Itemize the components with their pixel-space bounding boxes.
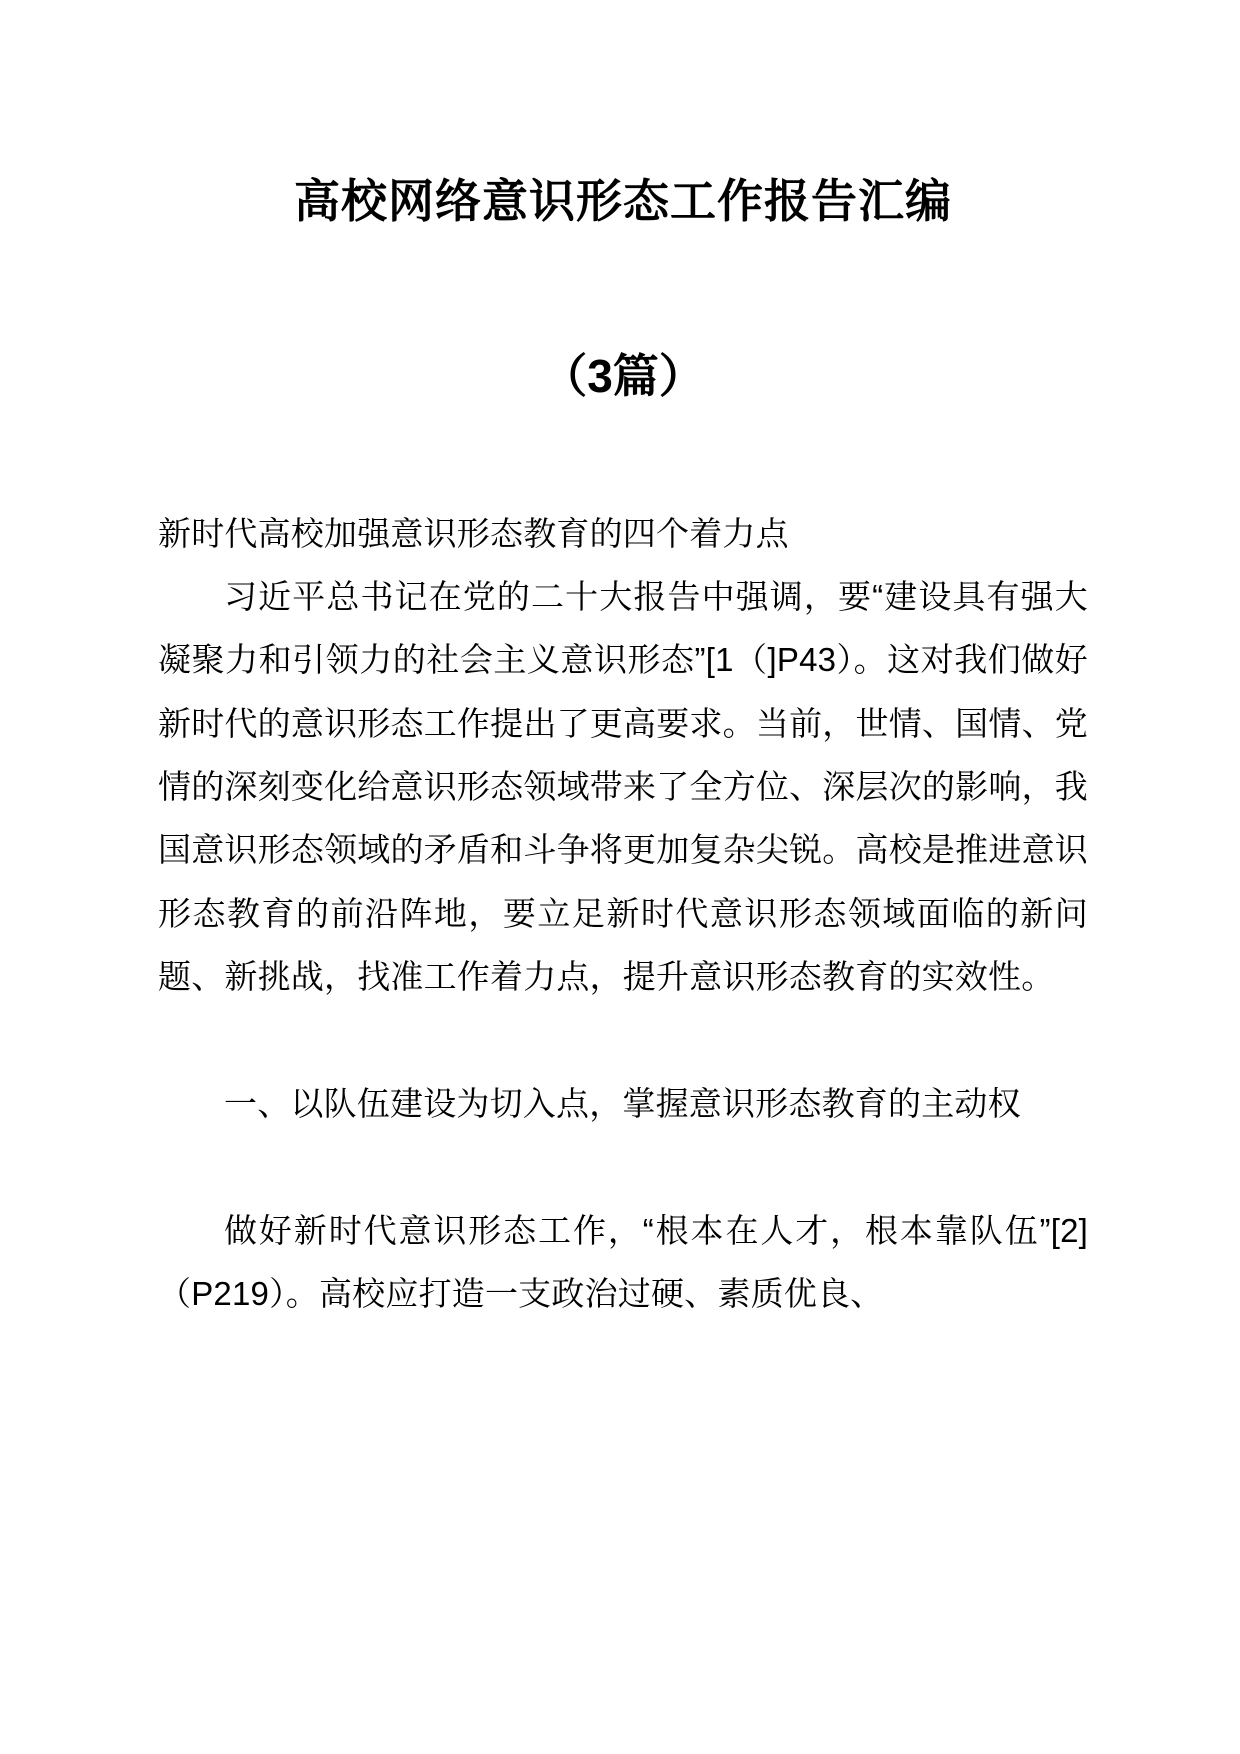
document-subtitle: （3篇） [541,349,705,402]
document-title: 高校网络意识形态工作报告汇编 [294,175,952,227]
section-heading-1: 一、以队伍建设为切入点，掌握意识形态教育的主动权 [224,1084,1021,1122]
document-body [158,407,1088,1326]
body-paragraph-1: 习近平总书记在党的二十大报告中强调，要“建设具有强大凝聚力和引领力的社会主义意识形态”[1（]P43）。这对我们做好新时代的意识形态工作提出了更高要求。当前，世情、国情、党情的深刻变化给意识形态领域带来了全方位、深层次的影响，我国意识形态领域的矛盾和斗争将更加复杂尖锐。高校是推进意识形态教育的前沿阵地，要立足新时代意识形态领域面临的新问题、新挑战，找准工作着力点，提升意识形态教育的实效性。 [158,577,1088,996]
body-paragraph-2: 做好新时代意识形态工作，“根本在人才，根本靠队伍”[2]（P219）。高校应打造一支政治过硬、素质优良、 [158,1211,1088,1312]
page-content-area [158,0,1088,1325]
article-heading: 新时代高校加强意识形态教育的四个着力点 [158,514,789,552]
